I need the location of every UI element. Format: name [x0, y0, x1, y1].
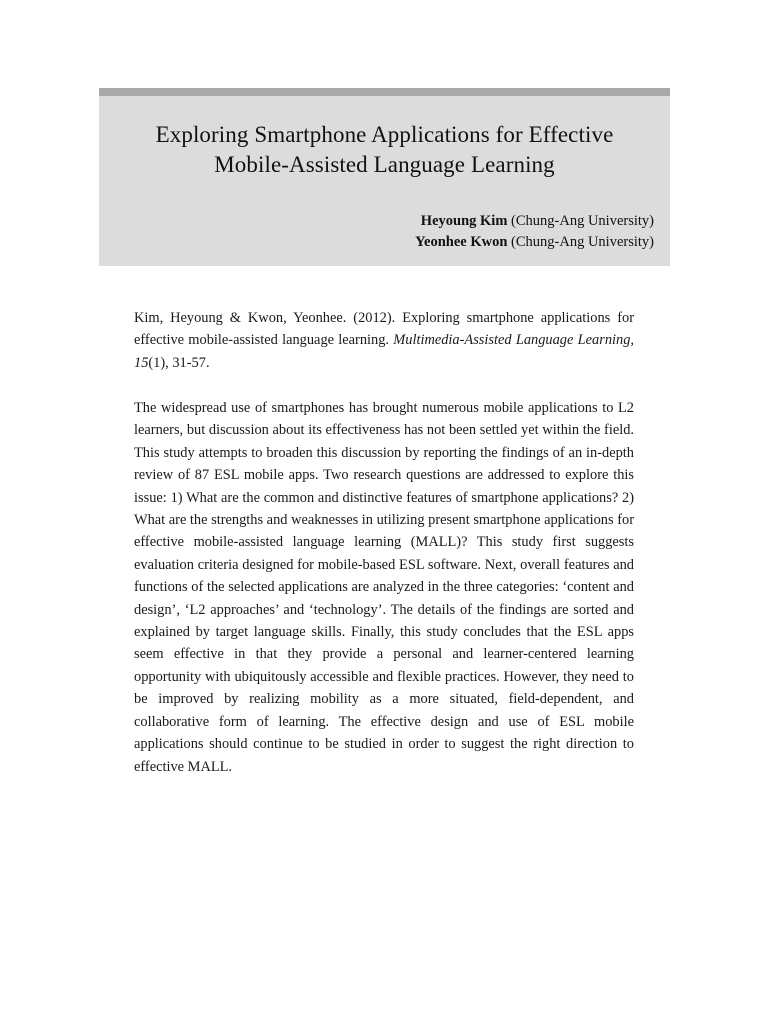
citation-prefix: Kim, Heyoung & Kwon, Yeonhee. (2012). Exploring smartphone applications for effective mobile-assisted language learning. [134, 310, 634, 349]
abstract-text: The widespread use of smartphones has brought numerous mobile applications to L2 learners, but discussion about its effectiveness has not been settled yet within the field. This study attempts to broaden this discussion by reporting the findings of an in-depth review of 87 ESL mobile apps. Two research questions are addressed to explore this issue: 1) What are the common and distinctive features of smartphone applications? 2) What are the strengths and weaknesses in utilizing present smartphone applications for effective mobile-assisted language learning (MALL)? This study first suggests evaluation criteria designed for mobile-based ESL software. Next, overall features and functions of the selected applications are analyzed in the three categories: ‘content and design’, ‘L2 approaches’ and ‘technology’. The details of the findings are sorted and explained by target language skills. Finally, this study concludes that the ESL apps seem effective in that they provide a personal and learner-centered learning opportunity with ubiquitously accessible and flexible practices. However, they need to be improved by realizing mobility as a more situated, field-dependent, and collaborative form of learning. The effective design and use of ESL mobile applications should continue to be studied in order to suggest the right direction to effective MALL. [134, 400, 634, 775]
author-list [415, 211, 654, 253]
citation [134, 307, 634, 374]
paper-title-line-1: Exploring Smartphone Applications for Effective [155, 122, 614, 147]
title-box [99, 88, 670, 266]
paper-title [99, 120, 670, 180]
author-name: Heyoung Kim [420, 213, 508, 229]
citation-journal: Multimedia-Assisted Language Learning, 15 [134, 332, 634, 371]
paper-title-line-2: Mobile-Assisted Language Learning [214, 152, 555, 177]
author-affiliation: (Chung-Ang University) [511, 234, 654, 250]
citation-issue-pages: (1), 31-57. [148, 354, 210, 371]
author-name: Yeonhee Kwon [415, 234, 508, 250]
author-line [415, 232, 654, 253]
author-line [415, 211, 654, 232]
author-affiliation: (Chung-Ang University) [511, 213, 654, 229]
